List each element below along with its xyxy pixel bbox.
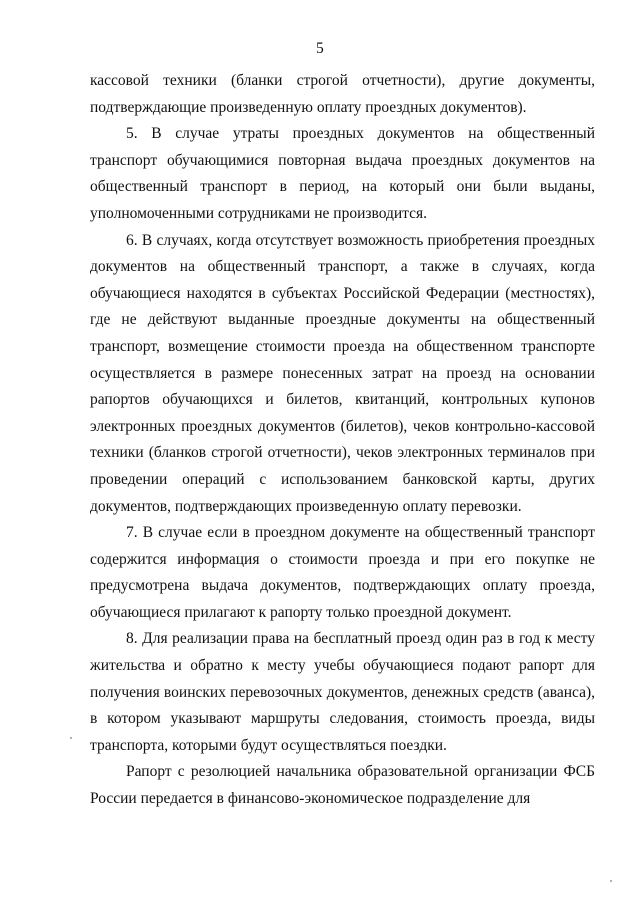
paragraph-continuation: кассовой техники (бланки строгой отчетности), другие документы, подтверждающие произведенную оплату проездных документов). [90,72,595,116]
paragraph-item-5: 5. В случае утраты проездных документов на общественный транспорт обучающимися повторная выдача проездных документов на общественный транспорт в период, на который они были выданы, уполномоченными сотрудниками не производится. [90,125,595,222]
scan-speck [70,737,72,739]
paragraph-item-8: 8. Для реализации права на бесплатный проезд один раз в год к месту жительства и обратно к месту учебы обучающиеся подают рапорт для получения воинских перевозочных документов, денежных средств (аванса), в котором указывают маршруты следования, стоимость проезда, виды транспорта, которыми будут осуществляться поездки. [90,630,595,754]
paragraph-report: Рапорт с резолюцией начальника образовательной организации ФСБ России передается в финансово-экономическое подразделение для [90,763,595,808]
scan-speck [610,880,612,882]
document-body [90,68,595,813]
paragraph-item-7: 7. В случае если в проездном документе на общественный транспорт содержится информация о стоимости проезда и при его покупке не предусмотрена выдача документов, подтверждающих оплату проезда, обучающиеся прилагают к рапорту только проездной документ. [90,524,595,621]
page-number: 5 [316,40,324,57]
paragraph-item-6: 6. В случаях, когда отсутствует возможность приобретения проездных документов на общественный транспорт, а также в случаях, когда обучающиеся находятся в субъектах Российской Федерации (местностях), где не действуют выданные проездные документы на общественный транспорт, возмещение стоимости проезда на общественном транспорте осуществляется в размере понесенных затрат на проезд на основании рапортов обучающихся и билетов, квитанций, контрольных купонов электронных проездных документов (билетов), чеков контрольно-кассовой техники (бланков строгой отчетности), чеков электронных терминалов при проведении операций с использованием банковской карты, других документов, подтверждающих произведенную оплату перевозки. [90,231,595,515]
